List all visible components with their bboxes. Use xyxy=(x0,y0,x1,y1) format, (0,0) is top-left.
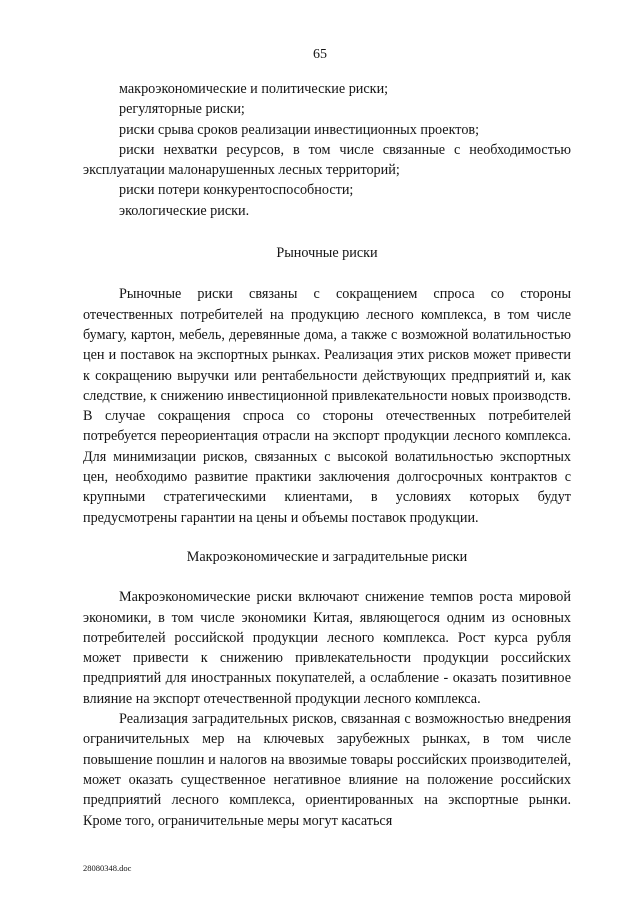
list-item: риски нехватки ресурсов, в том числе связанные с необходимостью эксплуатации малонарушенных лесных территорий; xyxy=(83,141,571,179)
list-item: риски срыва сроков реализации инвестиционных проектов; xyxy=(119,121,480,138)
document-body xyxy=(83,79,571,831)
section-title-macro-risks: Макроэкономические и заградительные риски xyxy=(186,548,468,565)
footer-filename: 28080348.doc xyxy=(83,863,132,873)
list-item: регуляторные риски; xyxy=(119,101,245,118)
paragraph: Макроэкономические риски включают снижение темпов роста мировой экономики, в том числе экономики Китая, являющегося одним из основных потребителей российской продукции лесного комплекса. Рост курса рубля может привести к снижению привлекательности продукции российских предприятий для иностранных покупателей, а ослабление - оказать позитивное влияние на экспорт отечественной продукции лесного комплекса. xyxy=(83,589,571,707)
list-item: экологические риски. xyxy=(119,202,250,219)
risk-list xyxy=(83,79,571,221)
section-title-market-risks: Рыночные риски xyxy=(276,245,378,262)
list-item: макроэкономические и политические риски; xyxy=(119,81,389,97)
page-number: 65 xyxy=(313,47,327,62)
list-item: риски потери конкурентоспособности; xyxy=(119,182,354,199)
paragraph: Рыночные риски связаны с сокращением спроса со стороны отечественных потребителей на продукцию лесного комплекса, в том числе бумагу, картон, мебель, деревянные дома, а также с возможной волатильностью цен и поставок на экспортных рынках. Реализация этих рисков может привести к сокращению выручки или рентабельности действующих предприятий и, как следствие, к снижению инвестиционной привлекательности новых производств. В случае сокращения спроса со стороны отечественных потребителей потребуется переориентация отрасли на экспорт продукции лесного комплекса. Для минимизации рисков, связанных с высокой волатильностью экспортных цен, необходимо развитие практики заключения долгосрочных контрактов с крупными стратегическими клиентами, в условиях которых будут предусмотрены гарантии на цены и объемы поставок продукции. xyxy=(83,286,571,526)
paragraph: Реализация заградительных рисков, связанная с возможностью внедрения ограничительных мер на ключевых зарубежных рынках, в том числе повышение пошлин и налогов на ввозимые товары российских производителей, может оказать существенное негативное влияние на положение российских предприятий лесного комплекса, ориентированных на экспортные рынки. Кроме того, ограничительные меры могут касаться xyxy=(83,711,571,829)
